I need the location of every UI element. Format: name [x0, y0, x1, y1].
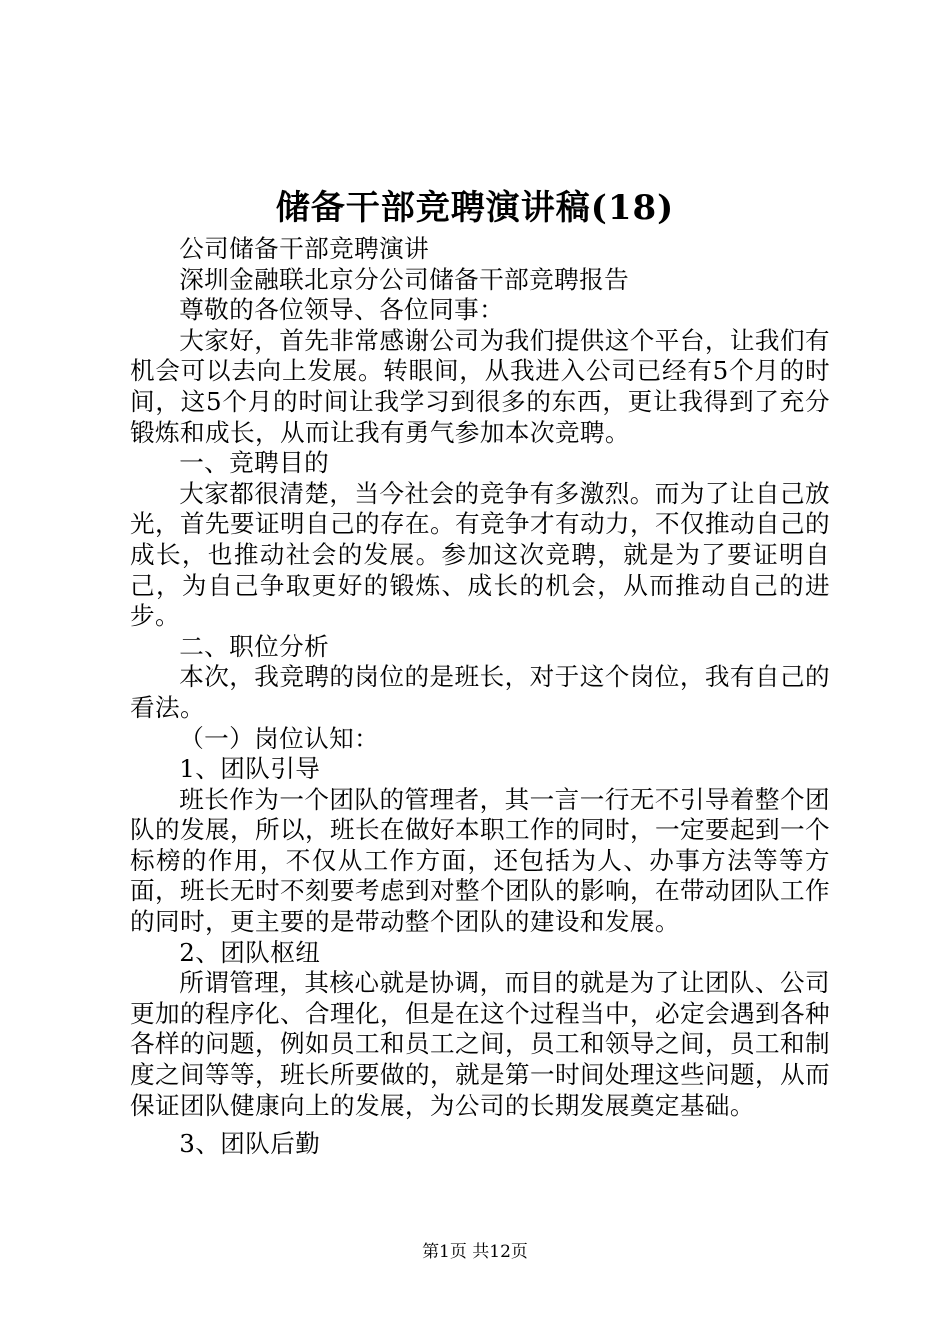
paragraph-report-name: 深圳金融联北京分公司储备干部竞聘报告 [179, 264, 630, 294]
paragraph-salutation: 尊敬的各位领导、各位同事： [179, 295, 505, 325]
paragraph-position: 本次，我竞聘的岗位的是班长，对于这个岗位，我有自己的看法。 [130, 662, 830, 722]
section-heading-analysis: 二、职位分析 [179, 631, 330, 661]
document-title: 储备干部竞聘演讲稿(18) [275, 188, 675, 228]
paragraph-guidance: 班长作为一个团队的管理者，其一言一行无不引导着整个团队的发展，所以，班长在做好本职工作的同时，一定要起到一个标榜的作用，不仅从工作方面，还包括为人、办事方法等等方面，班长无时不刻要考虑到对整个团队的影响，在带动团队工作的同时，更主要的是带动整个团队的建设和发展。 [130, 784, 830, 937]
section-heading-purpose: 一、竞聘目的 [179, 448, 330, 478]
item-heading-hub: 2、团队枢纽 [179, 937, 321, 967]
page-footer: 第1页 共12页 [422, 1242, 528, 1262]
item-heading-guidance: 1、团队引导 [179, 754, 321, 784]
paragraph-purpose: 大家都很清楚，当今社会的竞争有多激烈。而为了让自己放光，首先要证明自己的存在。有竞争才有动力，不仅推动自己的成长，也推动社会的发展。参加这次竞聘，就是为了要证明自己，为自己争取更好的锻炼、成长的机会，从而推动自己的进步。 [130, 478, 830, 631]
document-body [130, 234, 830, 1160]
paragraph-subtitle: 公司储备干部竞聘演讲 [179, 234, 430, 263]
item-heading-logistics: 3、团队后勤 [179, 1129, 321, 1159]
paragraph-intro: 大家好，首先非常感谢公司为我们提供这个平台，让我们有机会可以去向上发展。转眼间，从我进入公司已经有5个月的时间，这5个月的时间让我学习到很多的东西，更让我得到了充分锻炼和成长，从而让我有勇气参加本次竞聘。 [130, 325, 830, 447]
subsection-heading-cognition: （一）岗位认知： [179, 723, 380, 753]
paragraph-hub: 所谓管理，其核心就是协调，而目的就是为了让团队、公司更加的程序化、合理化，但是在这个过程当中，必定会遇到各种各样的问题，例如员工和员工之间，员工和领导之间，员工和制度之间等等，班长所要做的，就是第一时间处理这些问题，从而保证团队健康向上的发展，为公司的长期发展奠定基础。 [130, 968, 830, 1120]
